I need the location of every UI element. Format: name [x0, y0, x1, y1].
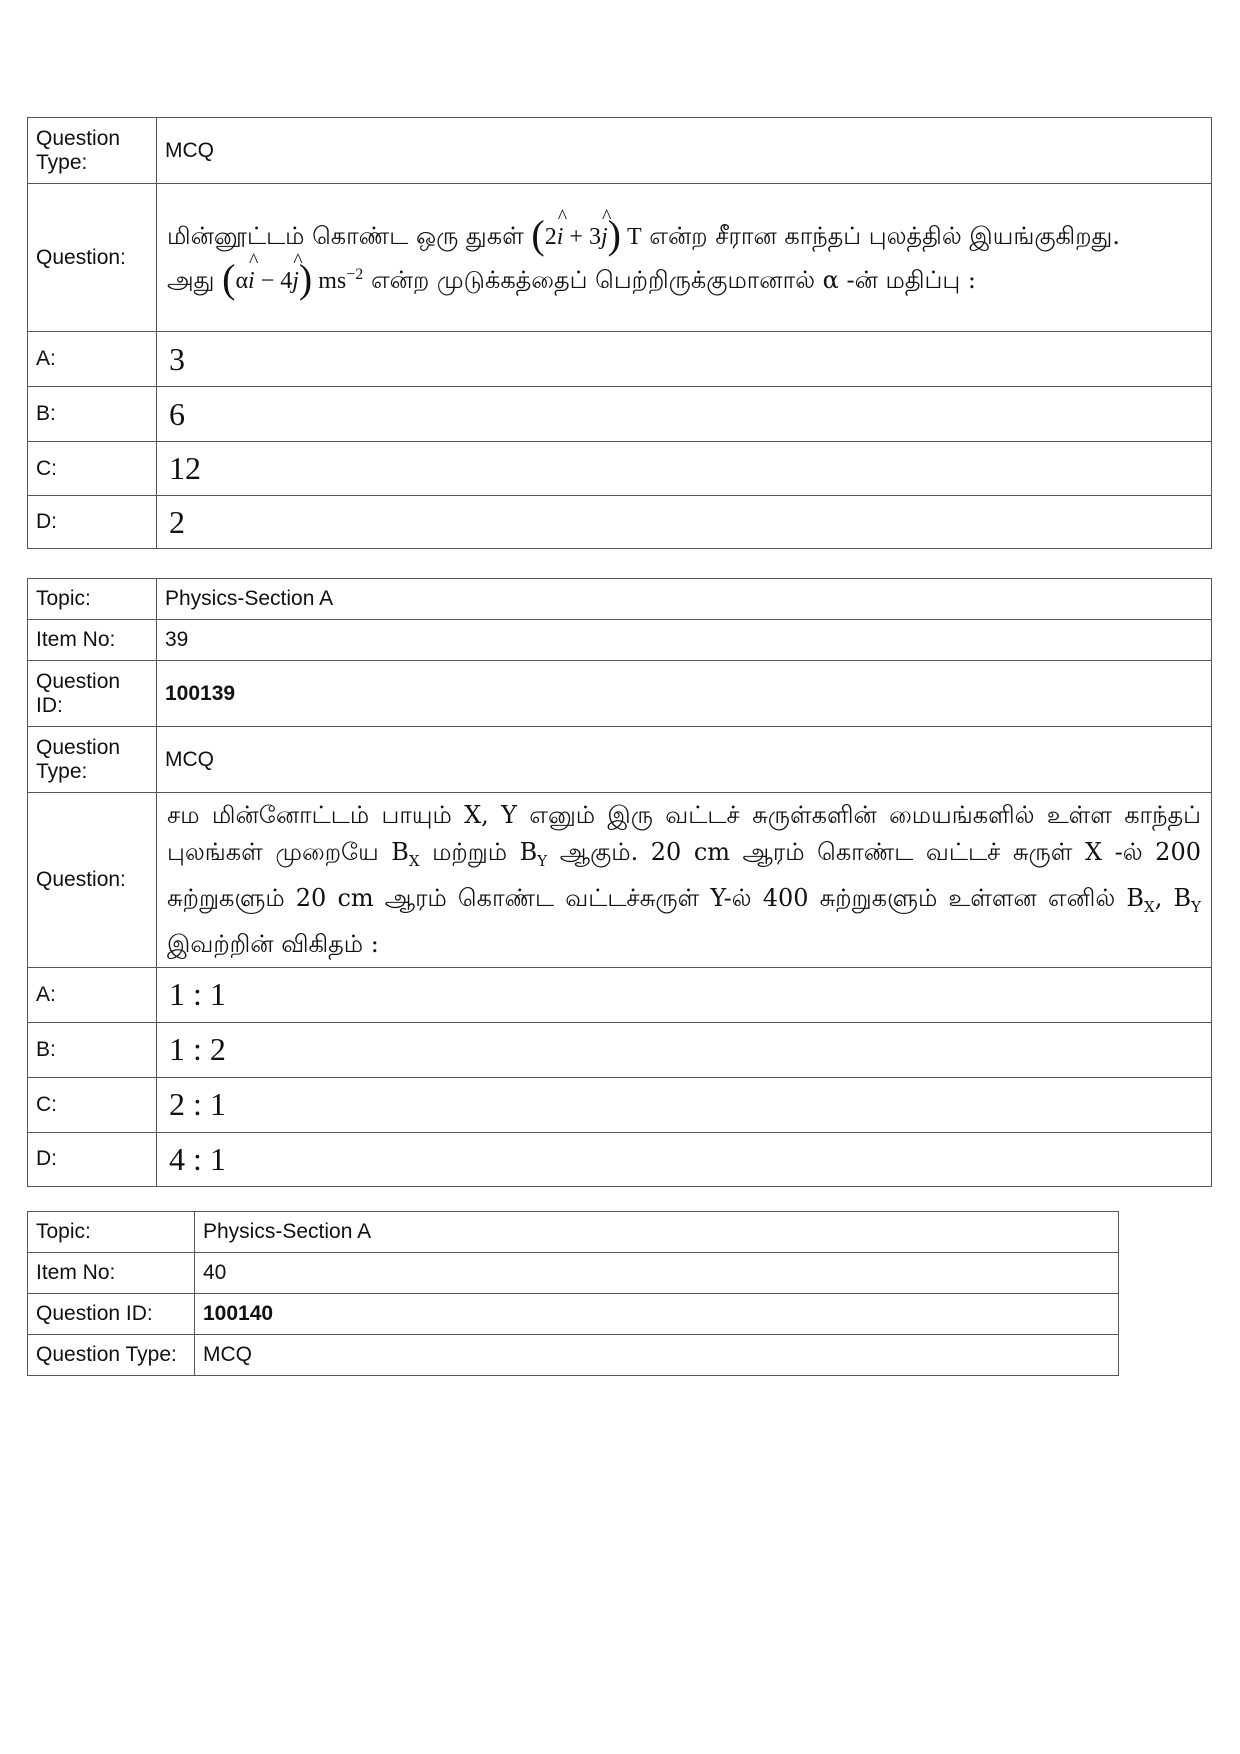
row-option-b [28, 1022, 1212, 1077]
row-question-type [28, 1335, 1119, 1376]
row-topic [28, 1212, 1119, 1253]
option-a-label: A: [28, 332, 157, 387]
row-item-no [28, 1253, 1119, 1294]
question-type-label: Question Type: [28, 727, 157, 793]
j-hat: ^ j [601, 218, 608, 256]
question-text-part: என்ற முடுக்கத்தைப் பெற்றிருக்குமானால் α -ன் மதிப்பு : [370, 265, 976, 294]
option-b-label: B: [28, 1022, 157, 1077]
option-c-label: C: [28, 442, 157, 496]
row-option-b [28, 387, 1212, 442]
row-question [28, 793, 1212, 968]
topic-value: Physics-Section A [195, 1212, 1119, 1253]
topic-label: Topic: [28, 1212, 195, 1253]
topic-label: Topic: [28, 579, 157, 620]
row-question-id [28, 661, 1212, 727]
item-no-label: Item No: [28, 1253, 195, 1294]
i-hat: ^ i [248, 262, 255, 300]
question-type-label: Question Type: [28, 1335, 195, 1376]
question-type-label: Question Type: [28, 118, 157, 184]
option-c-value: 12 [157, 442, 1212, 496]
row-question [28, 184, 1212, 332]
option-d-value: 2 [157, 496, 1212, 549]
question-id-value: 100139 [157, 661, 1212, 727]
question-text: சம மின்னோட்டம் பாயும் X, Y எனும் இரு வட்டச் சுருள்களின் மையங்களில் உள்ள காந்தப் புலங்கள் முறையே $B_X$ மற்றும் $B_Y$ ஆகும். 20 cm ஆரம் கொண்ட வட்டச் சுருள் X -ல் 200 சுற்றுகளும் 20 cm ஆரம் கொண்ட வட்டச்சுருள் Y-ல் 400 சுற்றுகளும் உள்ளன எனில் $B_X$, $B_Y$ இவற்றின் விகிதம் : [157, 793, 1212, 968]
row-option-c [28, 442, 1212, 496]
item-no-value: 40 [195, 1253, 1119, 1294]
question-line-1 [167, 211, 1201, 257]
question-line-2 [167, 256, 1201, 300]
question-text-part: மின்னூட்டம் கொண்ட ஒரு துகள் [167, 221, 524, 250]
row-option-c [28, 1077, 1212, 1132]
question-label: Question: [28, 793, 157, 968]
option-d-label: D: [28, 1132, 157, 1186]
row-option-a [28, 332, 1212, 387]
row-question-type [28, 727, 1212, 793]
question-table-38 [27, 117, 1212, 549]
option-b-value: 1 : 2 [157, 1022, 1212, 1077]
row-topic [28, 579, 1212, 620]
option-c-label: C: [28, 1077, 157, 1132]
row-item-no [28, 620, 1212, 661]
option-b-label: B: [28, 387, 157, 442]
item-no-label: Item No: [28, 620, 157, 661]
option-a-value: 3 [157, 332, 1212, 387]
option-d-value: 4 : 1 [157, 1132, 1212, 1186]
row-option-d [28, 496, 1212, 549]
row-question-type [28, 118, 1212, 184]
question-id-label: Question ID: [28, 661, 157, 727]
option-a-label: A: [28, 967, 157, 1022]
option-c-value: 2 : 1 [157, 1077, 1212, 1132]
i-hat: ^ i [557, 218, 564, 256]
row-option-d [28, 1132, 1212, 1186]
row-option-a [28, 967, 1212, 1022]
question-table-39 [27, 578, 1212, 1187]
topic-value: Physics-Section A [157, 579, 1212, 620]
question-text [157, 184, 1212, 332]
option-a-value: 1 : 1 [157, 967, 1212, 1022]
question-text-part: அது [167, 265, 215, 294]
vector-expression: (α^ i − 4^ j) $ms^{-2}$ [222, 268, 363, 294]
option-b-value: 6 [157, 387, 1212, 442]
question-text-part: என்ற சீரான காந்தப் புலத்தில் இயங்குகிறது. [649, 221, 1120, 250]
row-question-id [28, 1294, 1119, 1335]
question-label: Question: [28, 184, 157, 332]
question-type-value: MCQ [195, 1335, 1119, 1376]
question-table-40 [27, 1211, 1119, 1376]
question-id-value: 100140 [195, 1294, 1119, 1335]
question-id-label: Question ID: [28, 1294, 195, 1335]
item-no-value: 39 [157, 620, 1212, 661]
question-type-value: MCQ [157, 727, 1212, 793]
option-d-label: D: [28, 496, 157, 549]
j-hat: ^ j [292, 262, 299, 300]
question-type-value: MCQ [157, 118, 1212, 184]
vector-expression: (2^ i + 3^ j) T [531, 224, 641, 250]
